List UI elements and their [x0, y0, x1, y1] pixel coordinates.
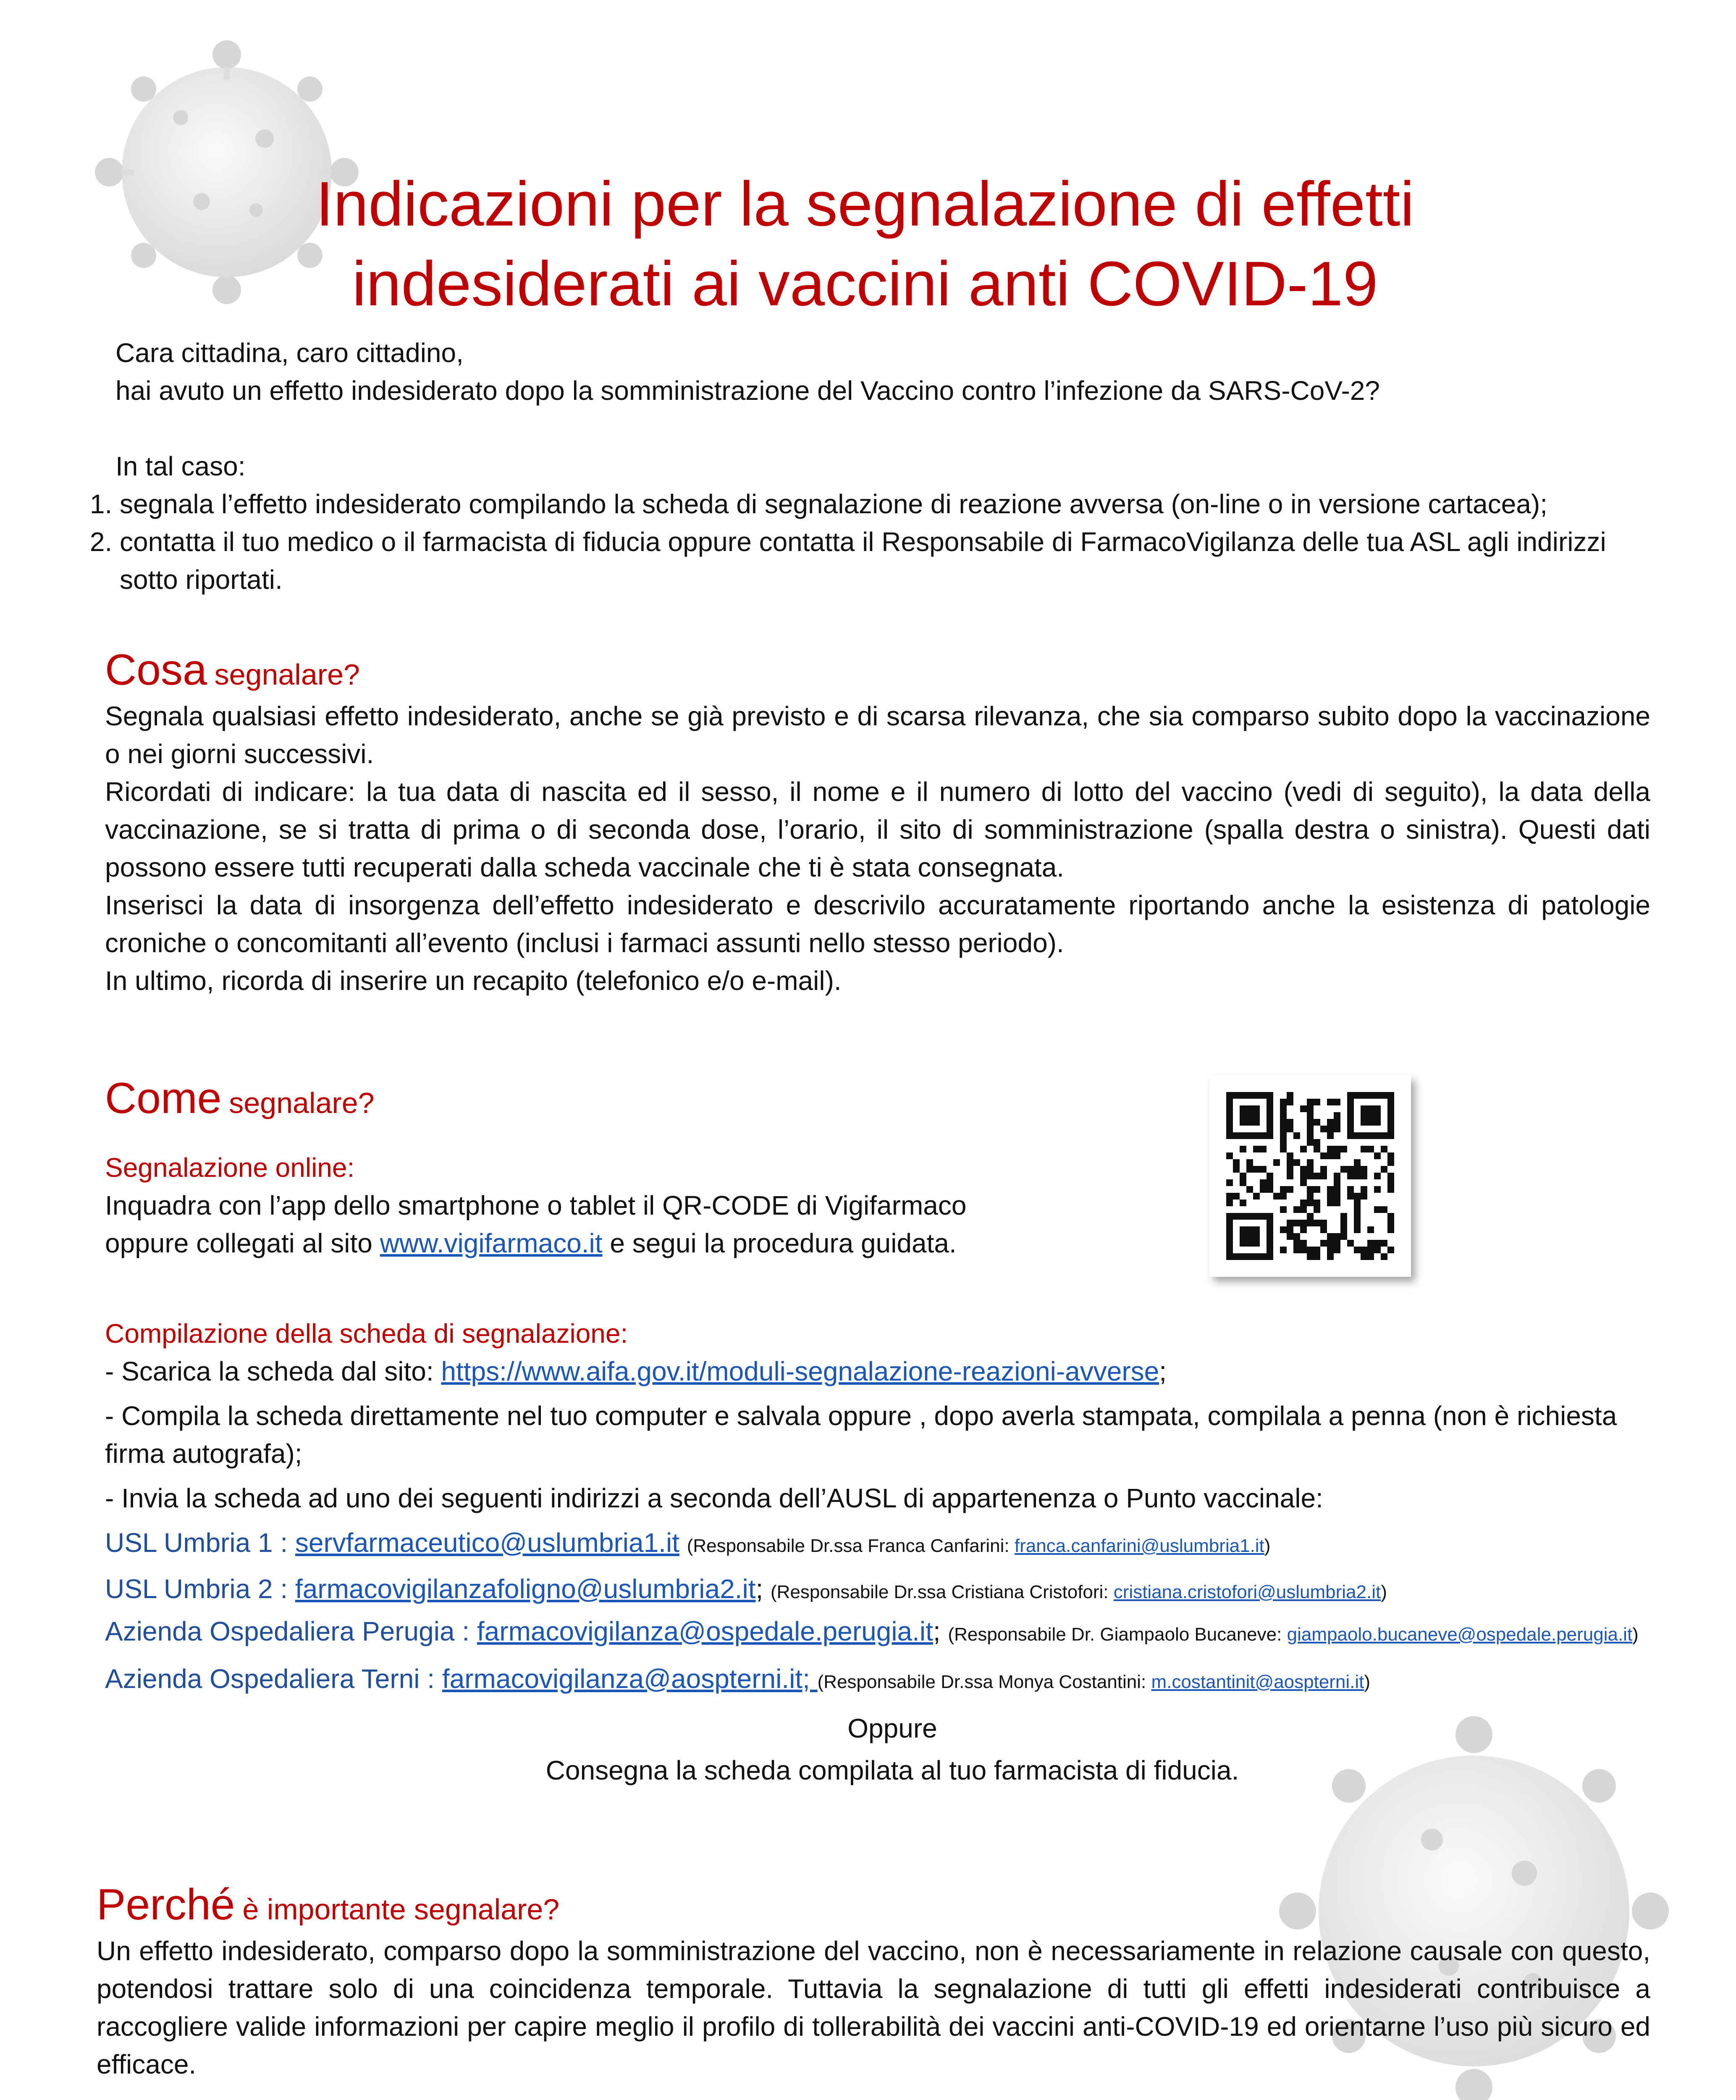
contact-row [105, 1570, 1680, 1611]
contact-org: Azienda Ospedaliera Terni : [105, 1664, 435, 1694]
consegna-text: Consegna la scheda compilata al tuo farmacista di fiducia. [545, 1755, 1239, 1785]
vigifarmaco-qr-code[interactable] [1209, 1075, 1411, 1277]
online-heading: Segnalazione online: [105, 1152, 355, 1183]
cosa-heading [105, 643, 1650, 697]
contact-ref [771, 1582, 1387, 1602]
title-line-1: Indicazioni per la segnalazione di effetti [316, 168, 1414, 239]
contact-ref-pre: (Responsabile Dr. Giampaolo Bucaneve: [948, 1624, 1282, 1645]
list-item: 1. segnala l’effetto indesiderato compilando la scheda di segnalazione di reazione avversa (on-line o in versione cartacea); [120, 485, 1661, 523]
vigifarmaco-link[interactable]: www.vigifarmaco.it [380, 1228, 603, 1258]
qr-code-icon [1209, 1075, 1411, 1277]
download-line [105, 1352, 1680, 1390]
contact-sep: ; [755, 1574, 763, 1604]
perche-heading-small: è importante segnalare? [242, 1893, 560, 1926]
contact-ref [948, 1624, 1638, 1645]
contact-ref-pre: (Responsabile Dr.ssa Monya Costantini: [817, 1672, 1146, 1692]
intro-question: hai avuto un effetto indesiderato dopo la somministrazione del Vaccino contro l’infezione da SARS-CoV-2? [115, 375, 1380, 406]
come-heading-big: Come [105, 1074, 222, 1123]
compile-heading: Compilazione della scheda di segnalazione: [105, 1318, 628, 1349]
online-line-1: Inquadra con l’app dello smartphone o tablet il QR-CODE di Vigifarmaco [105, 1190, 967, 1221]
contact-ref [687, 1536, 1271, 1556]
title-line-2: indesiderati ai vaccini anti COVID-19 [352, 248, 1378, 319]
intro-greeting: Cara cittadina, caro cittadino, [115, 338, 464, 368]
list-item: 2. contatta il tuo medico o il farmacista di fiducia oppure contatta il Responsabile di FarmacoVigilanza delle tua ASL agli indirizzi sotto riportati. [120, 523, 1661, 598]
contact-ref-email[interactable]: cristiana.cristofori@uslumbria2.it [1113, 1582, 1381, 1602]
online-line-2 [105, 1224, 1197, 1262]
download-post: ; [1159, 1356, 1167, 1386]
contact-ref-pre: (Responsabile Dr.ssa Cristiana Cristofori: [771, 1582, 1109, 1602]
come-heading [105, 1071, 1197, 1126]
intro-lead: In tal caso: [115, 451, 246, 481]
compilazione-section [105, 1315, 1680, 1789]
contact-ref-post: ) [1632, 1624, 1639, 1645]
contact-email[interactable]: farmacovigilanza@ospedale.perugia.it [477, 1616, 933, 1646]
contact-row [105, 1524, 1680, 1565]
contact-email[interactable]: farmacovigilanza@aospterni.it; [442, 1664, 818, 1694]
perche-heading [97, 1877, 1650, 1932]
perche-section [97, 1877, 1650, 2083]
perche-text: Un effetto indesiderato, comparso dopo la somministrazione del vaccino, non è necessariamente in relazione causale con questo, potendosi trattare solo di una coincidenza temporale. Tuttavia la segnalazione di tutti gli effetti indesiderati contribuisce a raccogliere valide informazioni per capire meglio il profilo di tollerabilità dei vaccini anti-COVID-19 ed orientarne l’uso più sicuro ed efficace. [97, 1936, 1650, 2079]
download-pre: - Scarica la scheda dal sito: [105, 1356, 434, 1386]
cosa-paragraph-1: Segnala qualsiasi effetto indesiderato, anche se già previsto e di scarsa rilevanza, che sia comparso subito dopo la vaccinazione o nei giorni successivi. [105, 701, 1650, 769]
cosa-heading-small: segnalare? [214, 658, 360, 691]
aifa-link[interactable]: https://www.aifa.gov.it/moduli-segnalazione-reazioni-avverse [441, 1356, 1159, 1386]
online-line-2-pre: oppure collegati al sito [105, 1228, 372, 1258]
compile-text: - Compila la scheda direttamente nel tuo computer e salvala oppure , dopo averla stampata, compilala a penna (non è richiesta firma autografa); [105, 1401, 1617, 1469]
intro-section [115, 334, 1661, 598]
contact-org: USL Umbria 1 : [105, 1528, 288, 1558]
contact-row [105, 1616, 1680, 1650]
contact-row [105, 1660, 1680, 1701]
online-line-2-post: e segui la procedura guidata. [610, 1228, 957, 1258]
contact-ref [818, 1672, 1370, 1692]
intro-steps [65, 485, 1661, 598]
contact-org: USL Umbria 2 : [105, 1574, 288, 1604]
contact-ref-pre: (Responsabile Dr.ssa Franca Canfarini: [687, 1536, 1010, 1556]
cosa-paragraph-2: Ricordati di indicare: la tua data di nascita ed il sesso, il nome e il numero di lotto del vaccino (vedi di seguito), la data della vaccinazione, se si tratta di prima o di seconda dose, l’orario, il sito di somministrazione (spalla destra o sinistra). Questi dati possono essere tutti recuperati dalla scheda vaccinale che ti è stata consegnata. [105, 777, 1650, 882]
contact-org: Azienda Ospedaliera Perugia : [105, 1616, 470, 1646]
oppure-text: Oppure [847, 1713, 937, 1743]
come-section [105, 1071, 1197, 1262]
contact-ref-email[interactable]: giampaolo.bucaneve@ospedale.perugia.it [1287, 1624, 1633, 1645]
page-title [151, 164, 1579, 323]
contact-ref-post: ) [1264, 1536, 1271, 1556]
send-text: - Invia la scheda ad uno dei seguenti indirizzi a seconda dell’AUSL di appartenenza o Punto vaccinale: [105, 1483, 1323, 1513]
cosa-paragraph-3: Inserisci la data di insorgenza dell’effetto indesiderato e descrivilo accuratamente riportando anche la esistenza di patologie croniche o concomitanti all’evento (inclusi i farmaci assunti nello stesso periodo). [105, 890, 1650, 958]
contact-ref-email[interactable]: franca.canfarini@uslumbria1.it [1014, 1536, 1264, 1556]
cosa-paragraph-4: In ultimo, ricorda di inserire un recapito (telefonico e/o e-mail). [105, 966, 842, 996]
cosa-section [105, 643, 1650, 1000]
perche-heading-big: Perché [97, 1880, 235, 1929]
contact-sep: ; [933, 1616, 941, 1646]
contact-ref-email[interactable]: m.costantinit@aospterni.it [1151, 1672, 1364, 1692]
contact-email[interactable]: farmacovigilanzafoligno@uslumbria2.it [295, 1574, 756, 1604]
contact-ref-post: ) [1381, 1582, 1387, 1602]
contact-email[interactable]: servfarmaceutico@uslumbria1.it [295, 1528, 679, 1558]
cosa-heading-big: Cosa [105, 646, 207, 694]
contact-ref-post: ) [1364, 1672, 1371, 1692]
come-heading-small: segnalare? [229, 1087, 375, 1119]
